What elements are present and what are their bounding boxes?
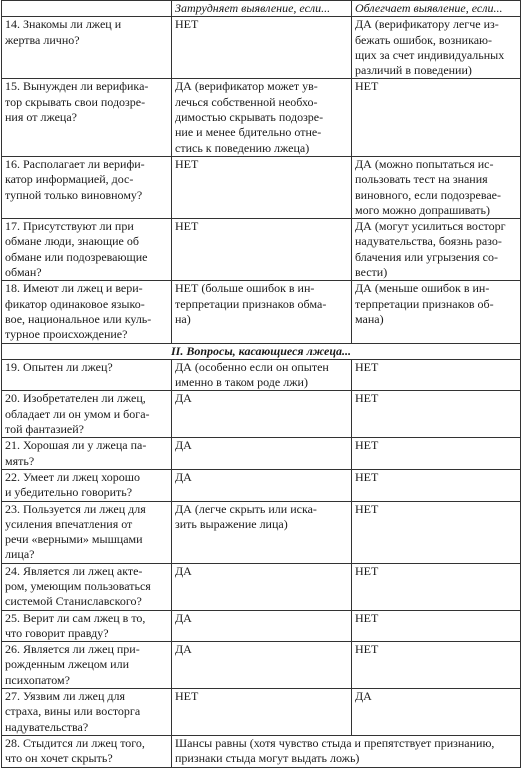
helps-cell: ДА bbox=[352, 689, 521, 736]
header-helps: Облегчает выявление, если... bbox=[352, 1, 521, 17]
header-question bbox=[2, 1, 172, 17]
helps-cell: НЕТ bbox=[352, 391, 521, 438]
helps-cell: ДА (меньше ошибок в ин- терпретации признаков об- мана) bbox=[352, 281, 521, 343]
question-cell: 24. Является ли лжец акте- ром, умеющим пользоваться системой Станиславского? bbox=[2, 563, 172, 610]
helps-cell: НЕТ bbox=[352, 501, 521, 563]
merged-answer-cell: Шансы равны (хотя чувство стыда и препятствует признанию, признаки стыда могут выдать ложь) bbox=[172, 735, 521, 767]
hinders-cell: ДА bbox=[172, 610, 352, 642]
hinders-cell: ДА bbox=[172, 391, 352, 438]
question-cell: 27. Уязвим ли лжец для страха, вины или восторга надувательства? bbox=[2, 689, 172, 736]
question-cell: 28. Стыдится ли лжец того, что он хочет скрыть? bbox=[2, 735, 172, 767]
helps-cell: ДА (верификатору легче из- бежать ошибок, возникаю- щих за счет индивидуальных различий в поведении) bbox=[352, 17, 521, 79]
question-cell: 26. Является ли лжец при- рожденным лжецом или психопатом? bbox=[2, 642, 172, 689]
hinders-cell: НЕТ (больше ошибок в ин- терпретации признаков обма- на) bbox=[172, 281, 352, 343]
table-row bbox=[2, 501, 521, 563]
table-row bbox=[2, 610, 521, 642]
hinders-cell: ДА bbox=[172, 563, 352, 610]
table-row bbox=[2, 735, 521, 767]
table-row bbox=[2, 563, 521, 610]
hinders-cell: НЕТ bbox=[172, 219, 352, 281]
helps-cell: НЕТ bbox=[352, 610, 521, 642]
hinders-cell: ДА (верификатор может ув- лечься собственной необхо- димостью скрывать подозре- ние и менее бдительно отне- стись к поведению лжеца) bbox=[172, 79, 352, 156]
question-cell: 21. Хорошая ли у лжеца па- мять? bbox=[2, 438, 172, 470]
hinders-cell: ДА (особенно если он опытен именно в таком роде лжи) bbox=[172, 359, 352, 391]
helps-cell: ДА (могут усилиться восторг надувательства, боязнь разо- блачения или угрызения со- вести) bbox=[352, 219, 521, 281]
section-title: II. Вопросы, касающиеся лжеца... bbox=[2, 343, 521, 359]
table-row bbox=[2, 359, 521, 391]
header-hinders: Затрудняет выявление, если... bbox=[172, 1, 352, 17]
hinders-cell: НЕТ bbox=[172, 689, 352, 736]
table-row bbox=[2, 79, 521, 156]
helps-cell: НЕТ bbox=[352, 642, 521, 689]
question-cell: 16. Располагает ли верифи- катор информацией, дос- тупной только виновному? bbox=[2, 156, 172, 218]
hinders-cell: ДА bbox=[172, 438, 352, 470]
question-cell: 14. Знакомы ли лжец и жертва лично? bbox=[2, 17, 172, 79]
question-cell: 23. Пользуется ли лжец для усиления впечатления от речи «верными» мышцами лица? bbox=[2, 501, 172, 563]
table-row bbox=[2, 438, 521, 470]
question-cell: 17. Присутствуют ли при обмане люди, знающие об обмане или подозревающие обман? bbox=[2, 219, 172, 281]
table-row bbox=[2, 17, 521, 79]
section-header-row bbox=[2, 343, 521, 359]
helps-cell: НЕТ bbox=[352, 359, 521, 391]
question-cell: 15. Вынужден ли верифика- тор скрывать свои подозре- ния от лжеца? bbox=[2, 79, 172, 156]
hinders-cell: НЕТ bbox=[172, 156, 352, 218]
question-cell: 20. Изобретателен ли лжец, обладает ли он умом и бога- той фантазией? bbox=[2, 391, 172, 438]
table-row bbox=[2, 469, 521, 501]
hinders-cell: ДА bbox=[172, 469, 352, 501]
table-row bbox=[2, 219, 521, 281]
question-cell: 19. Опытен ли лжец? bbox=[2, 359, 172, 391]
helps-cell: ДА (можно попытаться ис- пользовать тест на знания виновного, если подозревае- мого можно допрашивать) bbox=[352, 156, 521, 218]
hinders-cell: НЕТ bbox=[172, 17, 352, 79]
table-row bbox=[2, 281, 521, 343]
hinders-cell: ДА bbox=[172, 642, 352, 689]
table-row bbox=[2, 689, 521, 736]
lie-detection-table bbox=[1, 0, 521, 768]
helps-cell: НЕТ bbox=[352, 79, 521, 156]
table-row bbox=[2, 642, 521, 689]
table-row bbox=[2, 156, 521, 218]
hinders-cell: ДА (легче скрыть или иска- зить выражение лица) bbox=[172, 501, 352, 563]
table-row bbox=[2, 391, 521, 438]
question-cell: 25. Верит ли сам лжец в то, что говорит правду? bbox=[2, 610, 172, 642]
helps-cell: НЕТ bbox=[352, 469, 521, 501]
table-header-row bbox=[2, 1, 521, 17]
helps-cell: НЕТ bbox=[352, 563, 521, 610]
question-cell: 22. Умеет ли лжец хорошо и убедительно говорить? bbox=[2, 469, 172, 501]
question-cell: 18. Имеют ли лжец и вери- фикатор одинаковое языко- вое, национальное или куль- турное происхождение? bbox=[2, 281, 172, 343]
helps-cell: НЕТ bbox=[352, 438, 521, 470]
